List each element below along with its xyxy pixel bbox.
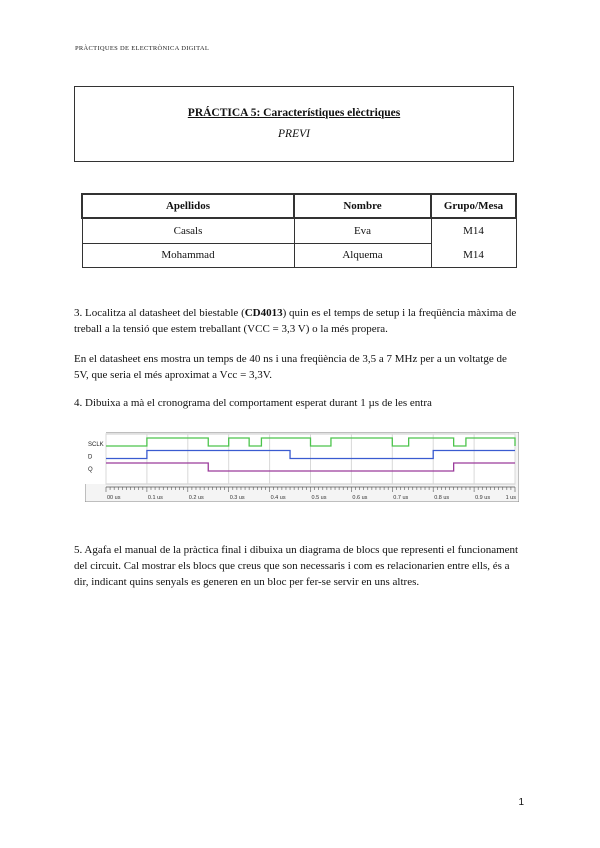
title-box	[74, 86, 514, 162]
cell-apellidos: Casals	[82, 218, 294, 243]
timing-diagram-svg	[85, 432, 519, 502]
q3-part: CD4013	[244, 307, 283, 319]
tick-label: 0.6 us	[352, 495, 368, 501]
cell-apellidos: Mohammad	[82, 243, 294, 267]
cell-nombre: Alquema	[294, 243, 431, 267]
tick-label: 1 us	[505, 495, 516, 501]
section-5-question: 5. Agafa el manual de la pràctica final i dibuixa un diagrama de blocs que representi el funcionament del circuit. Cal mostrar els blocs que creus que son necessaris i com es relacionarien entre ells, és a dir, indicant quins senyals es generen en un bloc per fer-se servir en uns altres.	[74, 544, 519, 588]
tick-label: 0.7 us	[393, 495, 409, 501]
grupo-value: M14	[463, 225, 484, 237]
section-3-question	[74, 305, 524, 337]
tick-label: 0.8 us	[434, 495, 450, 501]
practice-subtitle: PREVI	[278, 128, 310, 140]
cell-nombre: Eva	[294, 218, 431, 243]
table-row	[82, 218, 516, 243]
header-grupo: Grupo/Mesa	[431, 194, 516, 218]
page-header: PRÀCTIQUES DE ELECTRÒNICA DIGITAL	[75, 45, 210, 52]
tick-label: 0.5 us	[311, 495, 327, 501]
timing-diagram	[85, 432, 519, 507]
section-4-question: 4. Dibuixa a mà el cronograma del comportament esperat durant 1 µs de les entra	[74, 397, 432, 409]
grupo-value: M14	[463, 249, 484, 261]
tick-label: 00 us	[107, 495, 121, 501]
q3-prefix: 3. Localitza al datasheet del biestable (	[74, 307, 245, 319]
tick-label: 0.1 us	[147, 495, 163, 501]
tick-label: 0.4 us	[270, 495, 286, 501]
q3-suffix: ) quin es el temps de setup i la freqüència màxima de treball a la tensió que estem treballant (VCC = 3,3 V) o la més propera.	[74, 307, 517, 335]
table-header-row	[82, 194, 516, 218]
students-table	[81, 193, 517, 268]
header-apellidos: Apellidos	[82, 194, 294, 218]
practice-title: PRÁCTICA 5: Característiques elèctriques	[187, 107, 401, 119]
cell-grupo	[431, 218, 516, 268]
page-number: 1	[518, 797, 524, 808]
signal-label: SCLK	[88, 442, 104, 448]
signal-label: Q	[88, 467, 93, 473]
tick-label: 0.2 us	[188, 495, 204, 501]
tick-label: 0.9 us	[475, 495, 491, 501]
tick-label: 0.3 us	[229, 495, 245, 501]
header-nombre: Nombre	[294, 194, 431, 218]
section-3-answer: En el datasheet ens mostra un temps de 40 ns i una freqüència de 3,5 a 7 MHz per a un voltatge de 5V, que seria el més aproximat a Vcc = 3,3V.	[74, 353, 507, 381]
signal-label: D	[88, 454, 93, 461]
